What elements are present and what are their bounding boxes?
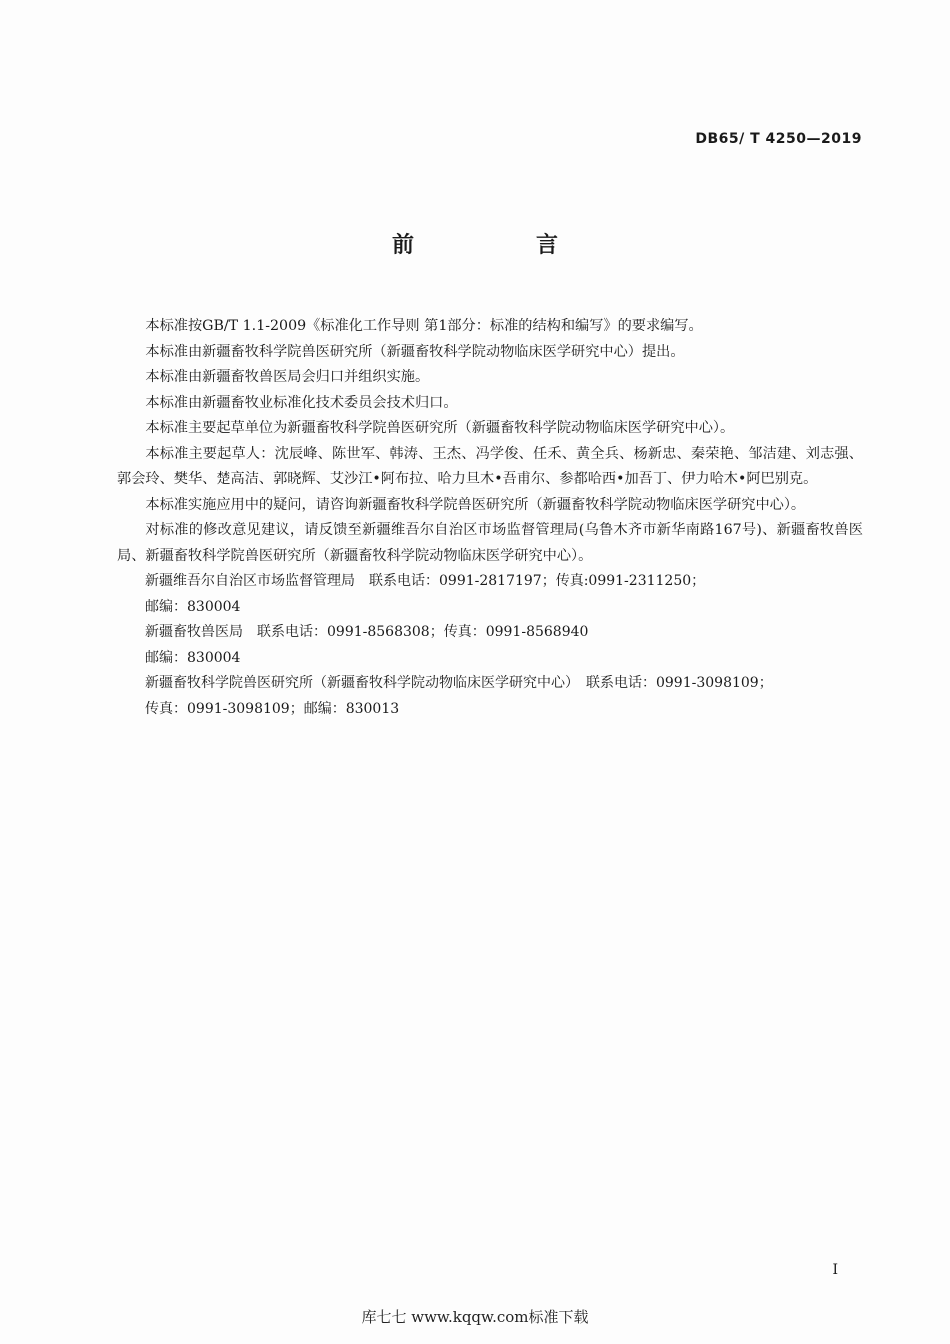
paragraph: 本标准由新疆畜牧科学院兽医研究所（新疆畜牧科学院动物临床医学研究中心）提出。	[145, 343, 685, 360]
contact-line: 新疆维吾尔自治区市场监督管理局 联系电话：0991-2817197；传真:0991-2311250；	[145, 573, 706, 589]
paragraph: 本标准主要起草单位为新疆畜牧科学院兽医研究所（新疆畜牧科学院动物临床医学研究中心）。	[145, 420, 735, 436]
foreword-body	[117, 314, 863, 722]
standard-code: DB65/ T 4250—2019	[695, 131, 862, 147]
page-number: I	[832, 1262, 838, 1278]
footer-watermark: 库七七 www.kqqw.com标准下载	[361, 1308, 589, 1326]
paragraph: 本标准按GB/T 1.1-2009《标准化工作导则 第1部分：标准的结构和编写》的要求编写。	[145, 318, 703, 334]
contact-line: 新疆畜牧科学院兽医研究所（新疆畜牧科学院动物临床医学研究中心） 联系电话：0991-3098109；	[145, 675, 773, 691]
page-title: 前 言	[391, 233, 608, 258]
contact-line: 新疆畜牧兽医局 联系电话：0991-8568308；传真：0991-8568940	[145, 624, 589, 640]
paragraph: 本标准由新疆畜牧业标准化技术委员会技术归口。	[145, 394, 458, 411]
paragraph: 对标准的修改意见建议，请反馈至新疆维吾尔自治区市场监督管理局(乌鲁木齐市新华南路167号)、新疆畜牧兽医局、新疆畜牧科学院兽医研究所（新疆畜牧科学院动物临床医学研究中心）。	[117, 522, 863, 564]
paragraph: 本标准实施应用中的疑问，请咨询新疆畜牧科学院兽医研究所（新疆畜牧科学院动物临床医学研究中心）。	[145, 496, 806, 513]
paragraph: 本标准由新疆畜牧兽医局会归口并组织实施。	[145, 369, 430, 385]
contact-line: 传真：0991-3098109；邮编：830013	[145, 700, 400, 717]
paragraph: 本标准主要起草人：沈辰峰、陈世军、韩涛、王杰、冯学俊、任禾、黄全兵、杨新忠、秦荣艳、邹洁建、刘志强、郭会玲、樊华、楚高洁、郭晓辉、艾沙江•阿布拉、哈力旦木•吾甫尔、参都哈西•加吾丁、伊力哈木•阿巴别克。	[117, 445, 863, 487]
contact-line: 邮编：830004	[145, 598, 241, 615]
contact-line: 邮编：830004	[145, 649, 241, 666]
